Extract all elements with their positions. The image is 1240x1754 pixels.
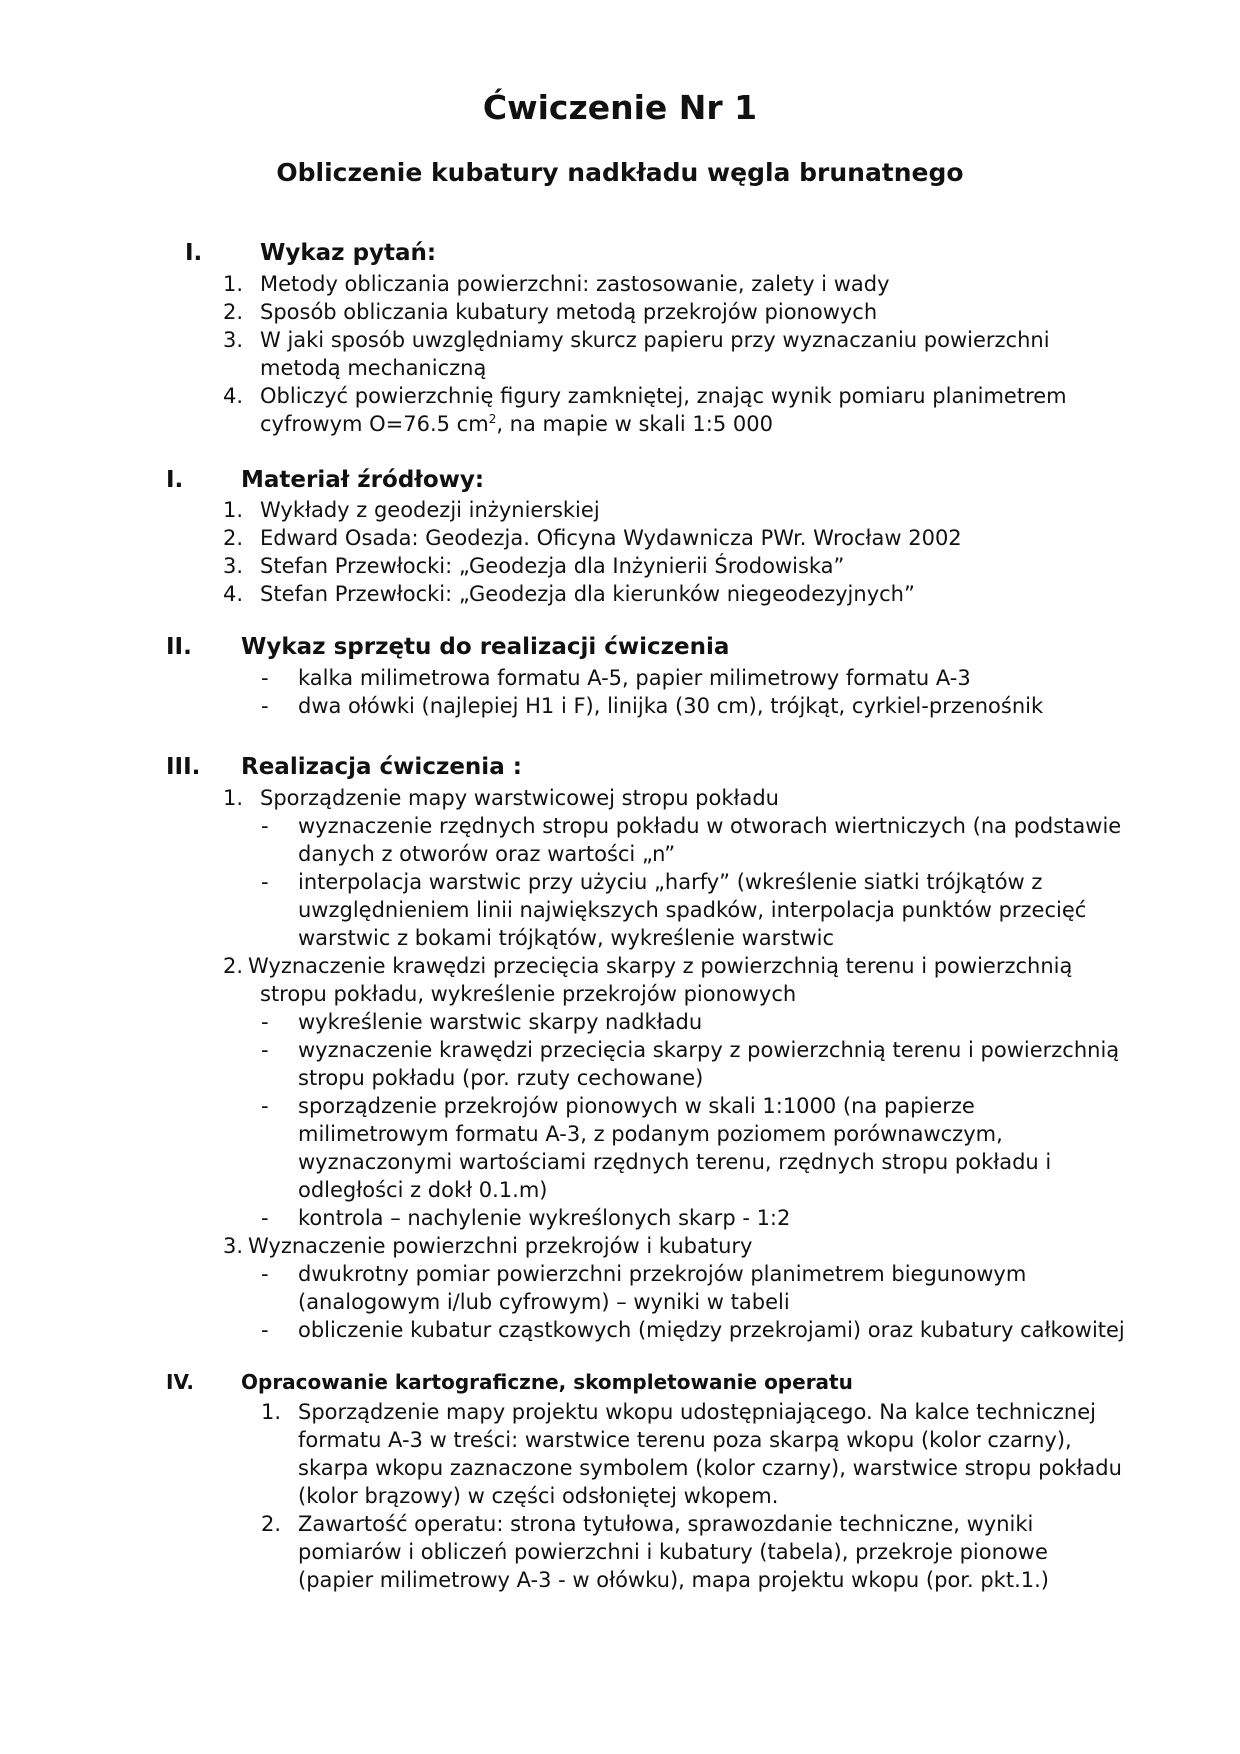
sub-item-continuation: odległości z dokł 0.1.m) [298, 1178, 548, 1202]
sub-item: obliczenie kubatur cząstkowych (między przekrojami) oraz kubatury całkowitej [298, 1318, 1125, 1342]
list-item-continuation: (kolor brązowy) w części odsłoniętej wkopem. [298, 1484, 779, 1508]
list-item-continuation: (papier milimetrowy A-3 - w ołówku), mapa projektu wkopu (por. pkt.1.) [298, 1568, 1049, 1592]
list-number: 1. [261, 1400, 282, 1424]
sub-item: wykreślenie warstwic skarpy nadkładu [298, 1010, 703, 1034]
dash-bullet: - [261, 814, 269, 838]
section-title: Realizacja ćwiczenia : [241, 754, 522, 780]
dash-bullet: - [261, 1318, 269, 1342]
list-item: W jaki sposób uwzględniamy skurcz papieru przy wyznaczaniu powierzchni [260, 328, 1050, 352]
sub-item: wyznaczenie rzędnych stropu pokładu w otworach wiertniczych (na podstawie [298, 814, 1122, 838]
list-number: 1. [223, 786, 244, 810]
list-number: 1. [223, 498, 244, 522]
list-item-continuation: metodą mechaniczną [260, 356, 487, 380]
list-number: 3. [223, 1234, 244, 1258]
list-item: Edward Osada: Geodezja. Oficyna Wydawnicza PWr. Wrocław 2002 [260, 526, 962, 550]
dash-bullet: - [261, 666, 269, 690]
text-segment: , na mapie w skali 1:5 000 [496, 412, 773, 436]
superscript: 2 [488, 412, 497, 426]
list-item-continuation: stropu pokładu, wykreślenie przekrojów pionowych [260, 982, 797, 1006]
dash-bullet: - [261, 694, 269, 718]
section-number: II. [166, 634, 192, 660]
list-item: Wyznaczenie krawędzi przecięcia skarpy z powierzchnią terenu i powierzchnią [248, 954, 1073, 978]
list-item-continuation [260, 410, 773, 438]
section-title: Materiał źródłowy: [241, 467, 485, 493]
list-item: dwa ołówki (najlepiej H1 i F), linijka (30 cm), trójkąt, cyrkiel-przenośnik [298, 694, 1044, 718]
list-number: 4. [223, 582, 244, 606]
list-item: Zawartość operatu: strona tytułowa, sprawozdanie techniczne, wyniki [298, 1512, 1034, 1536]
list-item: Obliczyć powierzchnię figury zamkniętej, znając wynik pomiaru planimetrem [260, 384, 1067, 408]
sub-item: sporządzenie przekrojów pionowych w skali 1:1000 (na papierze [298, 1094, 975, 1118]
list-item: Wyznaczenie powierzchni przekrojów i kubatury [248, 1234, 753, 1258]
section-title: Opracowanie kartograficzne, skompletowanie operatu [241, 1370, 853, 1394]
list-item: Wykłady z geodezji inżynierskiej [260, 498, 600, 522]
sub-item-continuation: milimetrowym formatu A-3, z podanym poziomem porównawczym, [298, 1122, 1003, 1146]
sub-item-continuation: warstwic z bokami trójkątów, wykreślenie warstwic [298, 926, 835, 950]
sub-item-continuation: stropu pokładu (por. rzuty cechowane) [298, 1066, 704, 1090]
list-item: kalka milimetrowa formatu A-5, papier milimetrowy formatu A-3 [298, 666, 971, 690]
section-number: I. [185, 240, 203, 266]
dash-bullet: - [261, 870, 269, 894]
list-item: Stefan Przewłocki: „Geodezja dla Inżynierii Środowiska” [260, 554, 845, 578]
dash-bullet: - [261, 1038, 269, 1062]
dash-bullet: - [261, 1262, 269, 1286]
list-number: 2. [223, 954, 244, 978]
section-number: IV. [166, 1370, 194, 1394]
list-item-continuation: skarpa wkopu zaznaczone symbolem (kolor czarny), warstwice stropu pokładu [298, 1456, 1122, 1480]
list-item-continuation: formatu A-3 w treści: warstwice terenu poza skarpą wkopu (kolor czarny), [298, 1428, 1072, 1452]
list-number: 3. [223, 554, 244, 578]
list-item-continuation: pomiarów i obliczeń powierzchni i kubatury (tabela), przekroje pionowe [298, 1540, 1048, 1564]
section-number: I. [166, 467, 184, 493]
sub-item-continuation: danych z otworów oraz wartości „n” [298, 842, 676, 866]
list-item: Sporządzenie mapy warstwicowej stropu pokładu [260, 786, 779, 810]
dash-bullet: - [261, 1010, 269, 1034]
list-number: 2. [261, 1512, 282, 1536]
list-item: Sporządzenie mapy projektu wkopu udostępniającego. Na kalce technicznej [298, 1400, 1096, 1424]
list-number: 3. [223, 328, 244, 352]
section-title: Wykaz sprzętu do realizacji ćwiczenia [241, 634, 730, 660]
text-segment: cyfrowym O=76.5 cm [260, 412, 489, 436]
sub-item-continuation: (analogowym i/lub cyfrowym) – wyniki w tabeli [298, 1290, 790, 1314]
list-item: Sposób obliczania kubatury metodą przekrojów pionowych [260, 300, 878, 324]
sub-item: wyznaczenie krawędzi przecięcia skarpy z powierzchnią terenu i powierzchnią [298, 1038, 1120, 1062]
sub-item-continuation: uwzględnieniem linii największych spadków, interpolacja punktów przecięć [298, 898, 1087, 922]
document-subtitle: Obliczenie kubatury nadkładu węgla brunatnego [276, 158, 964, 187]
dash-bullet: - [261, 1206, 269, 1230]
sub-item: interpolacja warstwic przy użyciu „harfy” (wkreślenie siatki trójkątów z [298, 870, 1043, 894]
section-number: III. [166, 754, 201, 780]
sub-item: kontrola – nachylenie wykreślonych skarp - 1:2 [298, 1206, 791, 1230]
document-title: Ćwiczenie Nr 1 [482, 88, 758, 127]
list-item: Stefan Przewłocki: „Geodezja dla kierunków niegeodezyjnych” [260, 582, 915, 606]
sub-item: dwukrotny pomiar powierzchni przekrojów planimetrem biegunowym [298, 1262, 1027, 1286]
list-number: 2. [223, 526, 244, 550]
list-number: 4. [223, 384, 244, 408]
dash-bullet: - [261, 1094, 269, 1118]
list-number: 2. [223, 300, 244, 324]
sub-item-continuation: wyznaczonymi wartościami rzędnych terenu, rzędnych stropu pokładu i [298, 1150, 1052, 1174]
list-item: Metody obliczania powierzchni: zastosowanie, zalety i wady [260, 272, 890, 296]
list-number: 1. [223, 272, 244, 296]
section-title: Wykaz pytań: [260, 240, 437, 266]
